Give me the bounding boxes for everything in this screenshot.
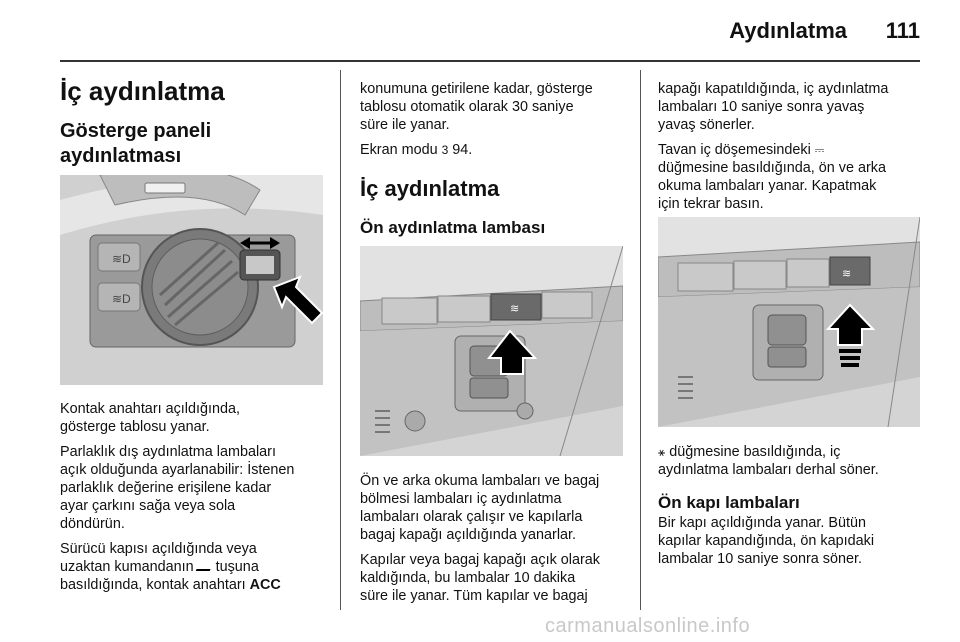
subheading-dashboard-line1: Gösterge paneli: [60, 120, 212, 142]
figure-front-reading-lamp: [360, 246, 623, 456]
c2-p2-line2: kaldığında, bu lambalar 10 dakika: [360, 570, 576, 586]
c1-p3-line2: [60, 558, 259, 576]
c2-cont-line3: süre ile yanar.: [360, 117, 450, 133]
c3-p3-line2: aydınlatma lambaları derhal söner.: [658, 462, 879, 478]
c1-p3-line3: [60, 576, 281, 594]
c1-p3-line2-b: tuşuna: [215, 559, 259, 575]
c3-p2-line2: düğmesine basıldığında, ön ve arka: [658, 160, 887, 176]
c2-ekran-line: [360, 141, 472, 159]
c2-p1-line1: Ön ve arka okuma lambaları ve bagaj: [360, 473, 600, 489]
c2-cont-line2: tablosu otomatik olarak 30 saniye: [360, 99, 574, 115]
c3-p2-line1-a: Tavan iç döşemesindeki: [658, 142, 811, 158]
c1-p3-line3-a: basıldığında, kontak anahtarı: [60, 577, 246, 593]
heading-front-door-lamps: Ön kapı lambaları: [658, 493, 800, 512]
c3-p1-line3: yavaş sönerler.: [658, 117, 755, 133]
heading-interior-lighting: İç aydınlatma: [60, 76, 225, 106]
column-divider-2: [640, 70, 641, 610]
c1-p2-line2: açık olduğunda ayarlanabilir: İstenen: [60, 462, 295, 478]
ekran-text: Ekran modu: [360, 142, 438, 158]
c3-p3-line1: [658, 443, 840, 461]
c2-p1-line3: lambaları olarak çalışır ve kapılarla: [360, 509, 583, 525]
c1-p2-line3: parlaklık değerine erişilene kadar: [60, 480, 272, 496]
acc-label: ACC: [249, 577, 281, 593]
c3-p4-line1: Bir kapı açıldığında yanar. Bütün: [658, 515, 866, 531]
c1-p3-line2-a: uzaktan kumandanın: [60, 559, 194, 575]
c2-p1-line2: bölmesi lambaları iç aydınlatma: [360, 491, 562, 507]
c3-p4-line2: kapılar kapandığında, ön kapıdaki: [658, 533, 875, 549]
c1-p1-line1: Kontak anahtarı açıldığında,: [60, 401, 241, 417]
interior-light-off-icon: ⚹: [658, 445, 666, 459]
c1-p3-line1: Sürücü kapısı açıldığında veya: [60, 541, 257, 557]
c3-p1-line1: kapağı kapatıldığında, iç aydınlatma: [658, 81, 889, 97]
c3-p2-line3: okuma lambaları yanar. Kapatmak: [658, 178, 877, 194]
figure-ceiling-lamp-buttons: [658, 217, 920, 427]
c2-cont-line1: konumuna getirilene kadar, gösterge: [360, 81, 593, 97]
svg-text:≋D: ≋D: [112, 252, 131, 266]
c2-p1-line4: bagaj kapağı açıldığında yanarlar.: [360, 527, 577, 543]
c3-p2-line1: [658, 141, 824, 159]
interior-light-icon: ⎓: [814, 143, 825, 157]
heading-interior-lighting-2: İç aydınlatma: [360, 176, 500, 201]
c2-p2-line1: Kapılar veya bagaj kapağı açık olarak: [360, 552, 600, 568]
c2-p2-line3: süre ile yanar. Tüm kapılar ve bagaj: [360, 588, 588, 604]
header-rule: [60, 60, 920, 62]
c1-p2-line4: ayar çarkını sağa veya sola: [60, 498, 236, 514]
c3-p2-line4: için tekrar basın.: [658, 196, 764, 212]
section-title: Aydınlatma: [729, 18, 847, 43]
svg-text:≋D: ≋D: [112, 292, 131, 306]
figure-light-switch: [60, 175, 323, 385]
unlock-button-icon: [195, 559, 213, 571]
c1-p2-line1: Parlaklık dış aydınlatma lambaları: [60, 444, 276, 460]
subheading-front-lamp: Ön aydınlatma lambası: [360, 218, 546, 237]
page-ref-symbol: 3: [441, 143, 449, 157]
column-divider-1: [340, 70, 341, 610]
svg-text:≋: ≋: [510, 303, 520, 315]
svg-text:≋: ≋: [842, 268, 852, 280]
subheading-dashboard-line2: aydınlatması: [60, 145, 182, 167]
c3-p1-line2: lambaları 10 saniye sonra yavaş: [658, 99, 865, 115]
c3-p3-line1-b: düğmesine basıldığında, iç: [669, 444, 841, 460]
c3-p4-line3: lambalar 10 saniye sonra söner.: [658, 551, 862, 567]
ekran-page: 94.: [452, 142, 473, 158]
c1-p1-line2: gösterge tablosu yanar.: [60, 419, 210, 435]
page-number: 111: [885, 18, 920, 43]
c1-p2-line5: döndürün.: [60, 516, 125, 532]
watermark: carmanualsonline.info: [545, 615, 751, 637]
